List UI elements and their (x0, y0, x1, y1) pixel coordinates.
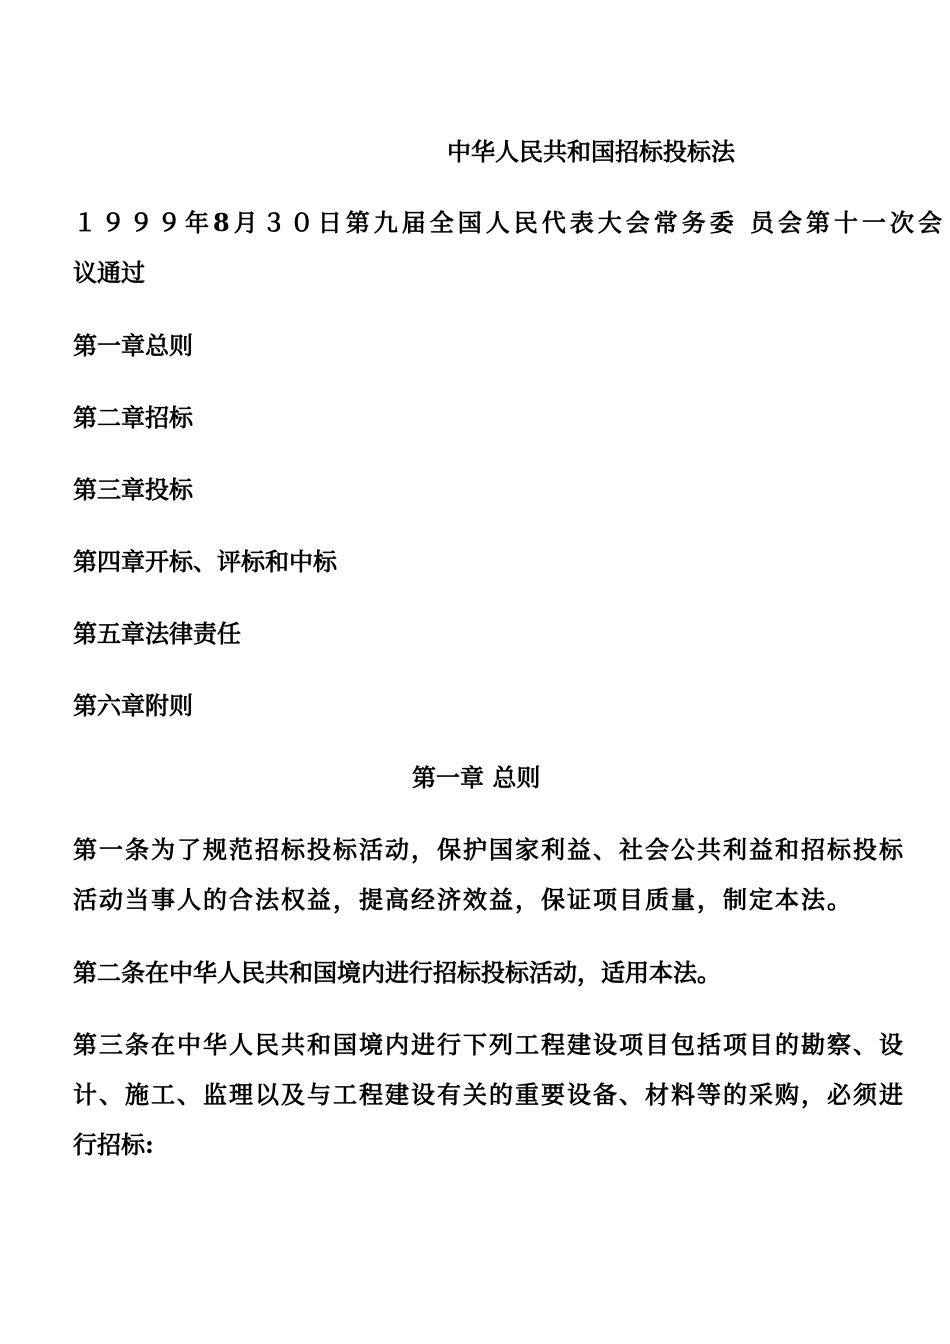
article-2-line-1: 第二条在中华人民共和国境内进行招标投标活动，适用本法。 (73, 958, 721, 987)
document-title: 中华人民共和国招标投标法 (447, 137, 735, 166)
chapter-heading: 第一章 总则 (412, 763, 541, 792)
article-1-line-2: 活动当事人的合法权益，提高经济效益，保证项目质量，制定本法。 (73, 885, 853, 914)
article-3-line-3: 行招标: (73, 1130, 154, 1159)
toc-item-3: 第三章投标 (73, 475, 193, 504)
toc-item-6: 第六章附则 (73, 691, 193, 720)
adoption-line-1: １９９９年8月３０日第九届全国人民代表大会常务委 员会第十一次会 (73, 208, 947, 237)
article-3-line-1: 第三条在中华人民共和国境内进行下列工程建设项目包括项目的勘察、设 (73, 1030, 905, 1059)
toc-item-2: 第二章招标 (73, 403, 193, 432)
toc-item-5: 第五章法律责任 (73, 619, 241, 648)
article-3-line-2: 计、施工、监理以及与工程建设有关的重要设备、材料等的采购，必须进 (73, 1080, 905, 1109)
adoption-line-2: 议通过 (73, 258, 145, 287)
toc-item-4: 第四章开标、评标和中标 (73, 547, 337, 576)
article-1-line-1: 第一条为了规范招标投标活动，保护国家利益、社会公共利益和招标投标 (73, 835, 905, 864)
toc-item-1: 第一章总则 (73, 331, 193, 360)
